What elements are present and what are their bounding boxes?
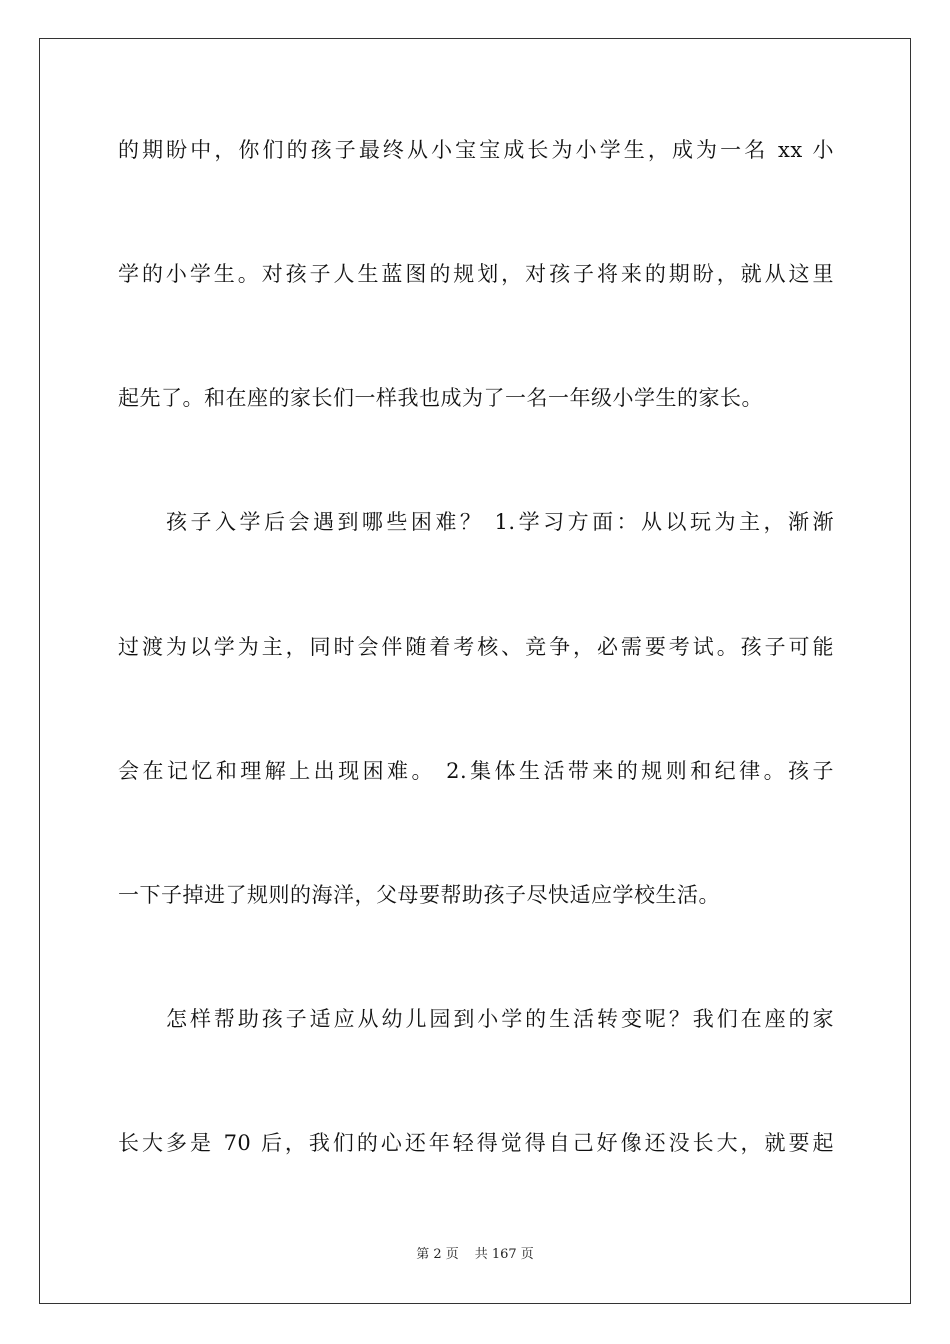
text-line: 起先了。和在座的家长们一样我也成为了一名一年级小学生的家长。 [118, 386, 763, 410]
text-line: 怎样帮助孩子适应从幼儿园到小学的生活转变呢？我们在座的家 [166, 1007, 834, 1031]
text-line: 的期盼中，你们的孩子最终从小宝宝成长为小学生，成为一名 xx 小 [118, 138, 834, 162]
text-line: 长大多是 70 后，我们的心还年轻得觉得自己好像还没长大，就要起 [118, 1131, 834, 1155]
page-border [39, 38, 911, 1304]
text-line: 一下子掉进了规则的海洋，父母要帮助孩子尽快适应学校生活。 [118, 883, 720, 907]
page-number: 第 2 页 [416, 1247, 459, 1262]
page-total: 共 167 页 [474, 1247, 534, 1262]
page-footer [0, 1246, 950, 1264]
text-line: 会在记忆和理解上出现困难。 2.集体生活带来的规则和纪律。孩子 [118, 759, 834, 783]
text-line: 过渡为以学为主，同时会伴随着考核、竞争，必需要考试。孩子可能 [118, 635, 834, 659]
text-line: 孩子入学后会遇到哪些困难？ 1.学习方面：从以玩为主，渐渐 [166, 510, 834, 534]
text-line: 学的小学生。对孩子人生蓝图的规划，对孩子将来的期盼，就从这里 [118, 262, 834, 286]
